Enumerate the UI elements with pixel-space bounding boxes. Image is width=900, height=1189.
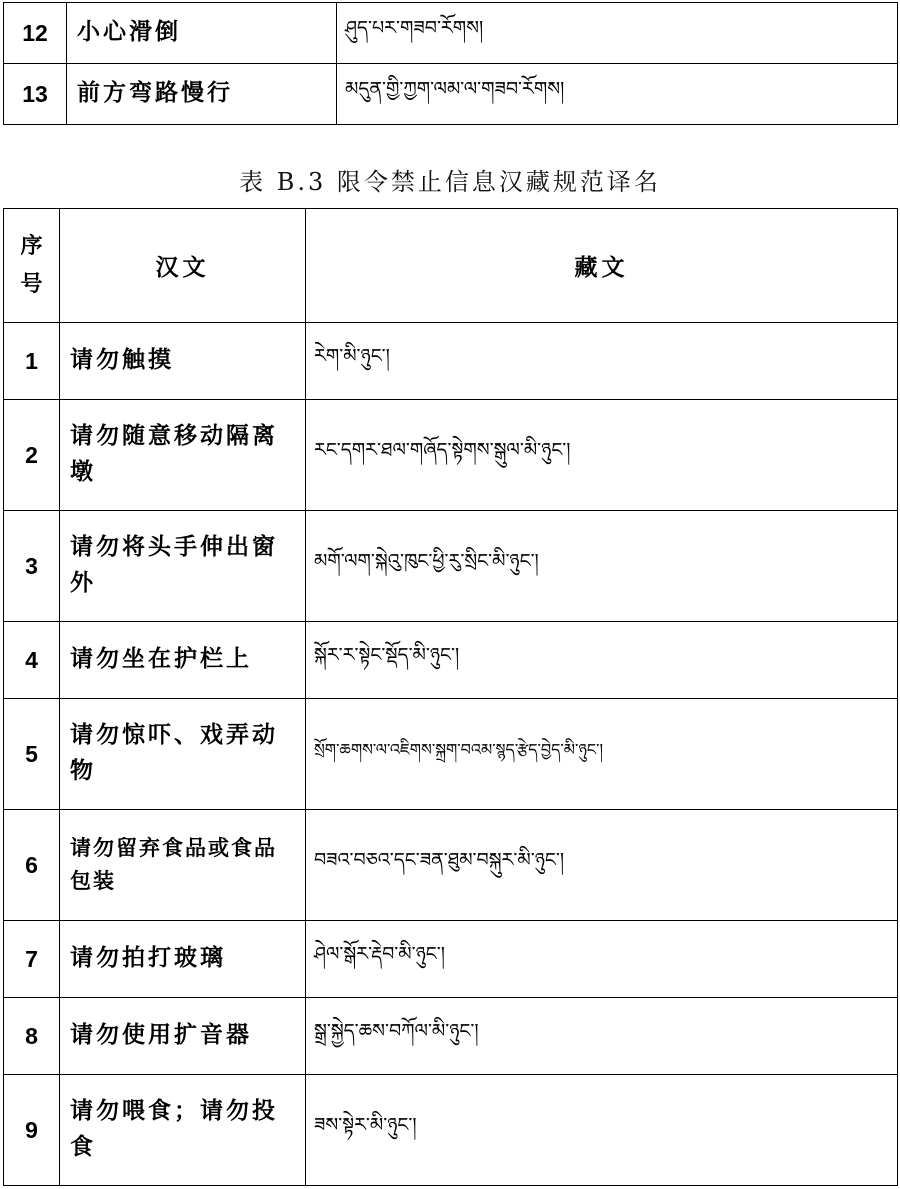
row-number: 6	[4, 810, 60, 921]
table-row	[4, 400, 898, 511]
tibetan-text: ཤེལ་སྒོར་རྡེབ་མི་ཉུང་།	[306, 921, 898, 998]
chinese-text: 请勿拍打玻璃	[60, 921, 306, 998]
tibetan-text: སྲོག་ཆགས་ལ་འཇིགས་སྐྲག་བའམ་སྙད་རྩེད་བྱེད་མི་ཉུང་།	[306, 699, 898, 810]
header-tibetan: 藏文	[306, 209, 898, 323]
row-number: 5	[4, 699, 60, 810]
header-index: 序号	[4, 209, 60, 323]
chinese-text: 请勿留弃食品或食品包装	[60, 810, 306, 921]
header-chinese: 汉文	[60, 209, 306, 323]
tibetan-text: མགོ་ལག་སྐེའུ་ཁུང་ཕྱི་རུ་སྲིང་མི་ཉུང་།	[306, 511, 898, 622]
chinese-text: 请勿触摸	[60, 323, 306, 400]
chinese-text: 请勿惊吓、戏弄动物	[60, 699, 306, 810]
table-row	[4, 699, 898, 810]
tibetan-text: རང་དགར་ཐལ་གཞོད་སྟེགས་སྒུལ་མི་ཉུང་།	[306, 400, 898, 511]
table-row	[4, 622, 898, 699]
table-header-row	[4, 209, 898, 323]
row-number: 7	[4, 921, 60, 998]
continued-translation-table	[3, 2, 898, 125]
row-number: 8	[4, 998, 60, 1075]
tibetan-text: ཟས་སྟེར་མི་ཉུང་།	[306, 1075, 898, 1186]
table-row	[4, 323, 898, 400]
chinese-text: 小心滑倒	[67, 3, 337, 64]
row-number: 13	[4, 64, 67, 125]
table-row	[4, 810, 898, 921]
row-number: 3	[4, 511, 60, 622]
table-row	[4, 511, 898, 622]
tibetan-text: མདུན་གྱི་ཀྱག་ལམ་ལ་གཟབ་རོགས།	[337, 64, 898, 125]
chinese-text: 请勿喂食；请勿投食	[60, 1075, 306, 1186]
row-number: 4	[4, 622, 60, 699]
tibetan-text: བཟའ་བཅའ་དང་ཟན་ཐུམ་བསྐུར་མི་ཉུང་།	[306, 810, 898, 921]
chinese-text: 前方弯路慢行	[67, 64, 337, 125]
tibetan-text: རེག་མི་ཉུང་།	[306, 323, 898, 400]
table-row	[4, 1075, 898, 1186]
chinese-text: 请勿坐在护栏上	[60, 622, 306, 699]
table-row	[4, 998, 898, 1075]
table-row	[4, 3, 898, 64]
table-row	[4, 921, 898, 998]
chinese-text: 请勿随意移动隔离墩	[60, 400, 306, 511]
tibetan-text: ཤུད་པར་གཟབ་རོགས།	[337, 3, 898, 64]
table-row	[4, 64, 898, 125]
prohibition-translation-table	[3, 208, 898, 1186]
chinese-text: 请勿将头手伸出窗外	[60, 511, 306, 622]
row-number: 1	[4, 323, 60, 400]
row-number: 9	[4, 1075, 60, 1186]
row-number: 2	[4, 400, 60, 511]
chinese-text: 请勿使用扩音器	[60, 998, 306, 1075]
tibetan-text: སྒྲ་སྐྱེད་ཆས་བཀོལ་མི་ཉུང་།	[306, 998, 898, 1075]
table-caption: 表 B.3 限令禁止信息汉藏规范译名	[239, 168, 661, 196]
row-number: 12	[4, 3, 67, 64]
tibetan-text: སྐོར་ར་སྟེང་སྡོད་མི་ཉུང་།	[306, 622, 898, 699]
